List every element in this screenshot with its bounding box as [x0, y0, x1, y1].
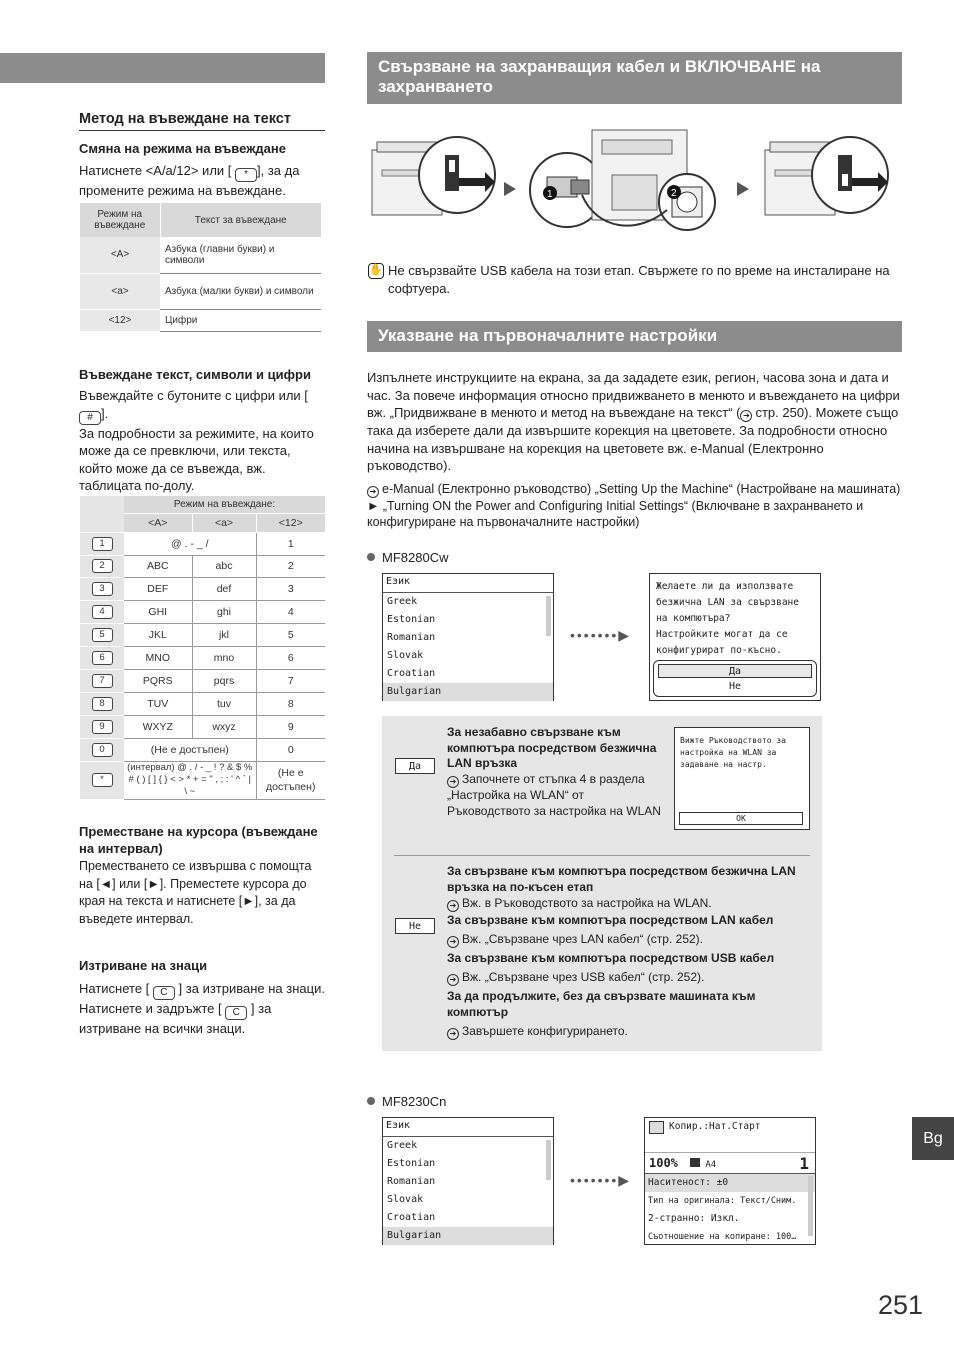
- chars-cell: TUV: [124, 692, 192, 715]
- copy-header-text: Копир.:Нат.Старт: [669, 1121, 761, 1132]
- language-item[interactable]: Romanian: [387, 632, 436, 643]
- chars-cell: 6: [256, 647, 325, 670]
- chars-col-header: <A>: [124, 513, 192, 532]
- number-key-icon: 2: [92, 559, 113, 573]
- language-item[interactable]: Croatian: [387, 1212, 436, 1223]
- mode-cell: <A>: [80, 237, 160, 273]
- left-header-bar: [0, 53, 325, 83]
- chars-cell: jkl: [192, 624, 256, 647]
- reference-arrow-icon: ➔: [447, 936, 459, 948]
- wlan-guide-screen: [674, 727, 810, 830]
- delete-title: Изтриване на знаци: [79, 958, 208, 973]
- no-option-title: За свързване към компютъра посредством безжична LAN връзка на по-късен етап: [447, 864, 796, 894]
- scrollbar[interactable]: [546, 596, 551, 636]
- copy-setting-row[interactable]: Тип на оригинала: Текст/Сним.: [648, 1196, 797, 1206]
- svg-text:2: 2: [671, 188, 677, 199]
- key-cell: [80, 647, 124, 670]
- key-cell: [80, 692, 124, 715]
- key-cell: [80, 532, 124, 555]
- mode-cell: Азбука (малки букви) и символи: [160, 273, 321, 309]
- number-key-icon: 5: [92, 628, 113, 642]
- number-key-icon: 0: [92, 743, 113, 757]
- clear-key-icon: C: [225, 1006, 247, 1020]
- chars-cell: mno: [192, 647, 256, 670]
- reference-arrow-icon: ➔: [740, 410, 752, 422]
- number-key-icon: 8: [92, 697, 113, 711]
- chars-row: [80, 578, 325, 601]
- chars-cell: (Не е достъпен): [124, 738, 256, 761]
- chars-cell: 4: [256, 601, 325, 624]
- model-mf8280cw: MF8280Cw: [367, 549, 448, 567]
- chars-row: [80, 647, 325, 670]
- no-option-ref: ➔ Вж. „Свързване чрез USB кабел“ (стр. 252).: [447, 969, 812, 986]
- chars-row: [80, 555, 325, 578]
- mode-cell: Цифри: [160, 309, 321, 331]
- yes-option[interactable]: Да: [658, 664, 812, 678]
- reference-arrow-icon: ➔: [367, 486, 379, 498]
- chars-cell: pqrs: [192, 669, 256, 692]
- key-cell: [80, 669, 124, 692]
- chars-cell: 7: [256, 669, 325, 692]
- yes-text: ➔ Започнете от стъпка 4 в раздела „Настройка на WLAN“ от Ръководството за настройка на WLAN: [447, 772, 661, 818]
- enter-text: Въвеждайте с бутоните с цифри или [ # ]. За подробности за режимите, на които може да се превключи, или текста, който може да се въвежда, вж. таблицата по-долу.: [79, 388, 314, 493]
- scrollbar[interactable]: [546, 1140, 551, 1180]
- copy-screen: [644, 1117, 816, 1245]
- chars-row: [80, 692, 325, 715]
- method-title: Метод на въвеждане на текст: [79, 111, 325, 131]
- model-mf8230cn: MF8230Cn: [367, 1093, 446, 1111]
- dotted-arrow-icon: •••••••▶: [570, 1172, 632, 1188]
- paper-size: A4: [705, 1160, 717, 1170]
- bullet-icon: [367, 1097, 375, 1105]
- mode-change-title: Смяна на режима на въвеждане: [79, 141, 286, 156]
- chars-cell: MNO: [124, 647, 192, 670]
- chars-cell: PQRS: [124, 669, 192, 692]
- no-option-title: За свързване към компютъра посредством LAN кабел: [447, 913, 774, 927]
- language-item[interactable]: Slovak: [387, 650, 424, 661]
- key-cell: [80, 715, 124, 738]
- ok-button[interactable]: OK: [679, 812, 803, 825]
- chars-cell: 1: [256, 532, 325, 555]
- copy-header: [645, 1118, 815, 1152]
- screen-line: конфигурират по-късно.: [656, 645, 782, 656]
- page-number: 251: [878, 1290, 924, 1320]
- svg-text:1: 1: [547, 189, 553, 200]
- reference-arrow-icon: ➔: [447, 974, 459, 986]
- chars-cell: tuv: [192, 692, 256, 715]
- screen-title: Език: [383, 1118, 553, 1137]
- mode-cell: <12>: [80, 309, 160, 331]
- tray-icon: [690, 1158, 700, 1167]
- reference-arrow-icon: ➔: [447, 900, 459, 912]
- language-item[interactable]: Estonian: [387, 1158, 436, 1169]
- number-key-icon: 3: [92, 582, 113, 596]
- reference-arrow-icon: ➔: [447, 1028, 459, 1040]
- power-illustration: [367, 120, 902, 245]
- initial-title: Указване на първоначалните настройки: [367, 321, 902, 352]
- screen-line: на компютъра?: [656, 613, 731, 624]
- wlan-question-screen: [649, 573, 821, 701]
- cursor-title: Преместване на курсора (въвеждане на интервал): [79, 824, 318, 856]
- number-key-icon: 9: [92, 720, 113, 734]
- number-key-icon: 4: [92, 605, 113, 619]
- no-option-title: За свързване към компютъра посредством USB кабел: [447, 951, 775, 965]
- hash-key-icon: #: [79, 411, 101, 425]
- chars-row: [80, 738, 325, 761]
- screen-line: безжична LAN за свързване: [656, 597, 799, 608]
- copy-icon: [649, 1121, 664, 1134]
- mode-table: [80, 203, 321, 332]
- key-cell: [80, 601, 124, 624]
- reference-arrow-icon: ➔: [447, 776, 459, 788]
- chars-cell: ghi: [192, 601, 256, 624]
- zoom-value: 100%: [649, 1156, 678, 1170]
- power-cable-icon: [530, 130, 715, 230]
- language-tab: Bg: [912, 1117, 954, 1160]
- language-item[interactable]: Bulgarian: [383, 1227, 553, 1245]
- delete-text: Натиснете [ C ] за изтриване на знаци. Натиснете и задръжте [ C ] за изтриване на всички знаци.: [79, 981, 325, 1036]
- scrollbar[interactable]: [808, 1176, 813, 1236]
- chars-cell: abc: [192, 555, 256, 578]
- key-cell: [80, 761, 124, 799]
- chars-cell: 8: [256, 692, 325, 715]
- copy-count: 1: [799, 1154, 809, 1173]
- chars-group-header: Режим на въвеждане:: [124, 496, 325, 513]
- language-item[interactable]: Bulgarian: [383, 683, 553, 701]
- chars-cell: DEF: [124, 578, 192, 601]
- chars-table: [80, 496, 325, 800]
- no-option[interactable]: Не: [658, 680, 812, 694]
- chars-cell: ABC: [124, 555, 192, 578]
- screen-text: Вижте Ръководството за настройка на WLAN за задаване на настр.: [680, 736, 786, 769]
- number-key-icon: 1: [92, 537, 113, 551]
- chars-row: [80, 532, 325, 555]
- printer-icon: [372, 137, 495, 215]
- chars-row: [80, 761, 325, 799]
- usb-note: Не свързвайте USB кабела на този етап. Свържете го по време на инсталиране на софтуера.: [388, 263, 890, 296]
- mode-change-text: Натиснете <A/a/12> или [ * ], за да промените режима на въвеждане.: [79, 163, 300, 198]
- language-item[interactable]: Slovak: [387, 1194, 424, 1205]
- number-key-icon: *: [92, 773, 113, 787]
- yes-button[interactable]: Да: [395, 758, 435, 774]
- bullet-icon: [367, 553, 375, 561]
- no-options: [447, 863, 812, 1040]
- number-key-icon: 6: [92, 651, 113, 665]
- chars-cell: 0: [256, 738, 325, 761]
- enter-title: Въвеждане текст, символи и цифри: [79, 367, 311, 382]
- printer-on-icon: [765, 137, 888, 215]
- dotted-arrow-icon: •••••••▶: [570, 627, 632, 643]
- chars-col-header: <12>: [256, 513, 325, 532]
- mode-cell: <a>: [80, 273, 160, 309]
- screen-line: Желаете ли да използвате: [656, 581, 794, 592]
- copy-status: [645, 1152, 815, 1174]
- chars-cell: 5: [256, 624, 325, 647]
- chars-cell: def: [192, 578, 256, 601]
- hand-warning-icon: ✋: [368, 263, 384, 279]
- copy-setting-row[interactable]: Наситеност: ±0: [645, 1174, 815, 1192]
- chars-row: [80, 669, 325, 692]
- chars-cell: wxyz: [192, 715, 256, 738]
- language-screen: [382, 573, 554, 701]
- cursor-text: Преместването се извършва с помощта на [◄] или [►]. Преместете курсора до края на текста и натиснете [►], за да въведете интервал.: [79, 859, 312, 926]
- language-item[interactable]: Estonian: [387, 614, 436, 625]
- key-cell: [80, 555, 124, 578]
- no-option-title: За да продължите, без да свързвате машината към компютър: [447, 989, 756, 1019]
- language-item[interactable]: Croatian: [387, 668, 436, 679]
- chars-row: [80, 624, 325, 647]
- copy-setting-row[interactable]: Съотношение на копиране: 100…: [648, 1232, 797, 1242]
- screen-line: Настройките могат да се: [656, 629, 788, 640]
- chars-cell: 3: [256, 578, 325, 601]
- connect-title: Свързване на захранващия кабел и ВКЛЮЧВАНЕ на захранването: [367, 52, 902, 104]
- arrow-right-icon: [504, 182, 516, 196]
- manual-ref: ➔ e-Manual (Електронно ръководство) „Setting Up the Machine“ (Настройване на машината) ► „Turning ON the Power and Configuring Initial Settings“ (Включване в захранването и конфигуриране на първоначалните настройки): [367, 482, 901, 529]
- mode-cell: Азбука (главни букви) и символи: [160, 237, 321, 273]
- chars-row: [80, 601, 325, 624]
- asterisk-key-icon: *: [235, 168, 257, 182]
- no-option-ref: ➔ Вж. в Ръководството за настройка на WLAN.: [447, 895, 812, 912]
- number-key-icon: 7: [92, 674, 113, 688]
- key-cell: [80, 624, 124, 647]
- chars-cell: WXYZ: [124, 715, 192, 738]
- clear-key-icon: C: [153, 986, 175, 1000]
- no-option-ref: ➔ Завършете конфигурирането.: [447, 1023, 812, 1040]
- key-cell: [80, 578, 124, 601]
- chars-cell: GHI: [124, 601, 192, 624]
- language-screen: [382, 1117, 554, 1245]
- screen-title: Език: [383, 574, 553, 593]
- arrow-right-icon: [737, 182, 749, 196]
- chars-cell: (Не е достъпен): [256, 761, 325, 799]
- no-button[interactable]: Не: [395, 918, 435, 934]
- mode-table-header: Текст за въвеждане: [160, 203, 321, 237]
- chars-cell: 2: [256, 555, 325, 578]
- chars-cell: 9: [256, 715, 325, 738]
- chars-cell: @ . - _ /: [124, 532, 256, 555]
- language-item[interactable]: Greek: [387, 596, 418, 607]
- initial-text: Изпълнете инструкциите на екрана, за да зададете език, регион, часова зона и дата и час. За повече информация относно придвижването в менюто и въвеждането на цифри вж. „Придвижване в менюто и метод на въвеждане на текст“ ( ➔ стр. 250). Можете също така да изберете дали да извършите корекция на цветовете. За подробности относно начина на извършване на корекция на цветовете вж. e-Manual (Електронно ръководство).: [367, 370, 900, 473]
- divider: [394, 855, 810, 856]
- chars-cell: (интервал) @ . / - _ ! ? & $ % # ( ) [ ] { } < > * + = " , ; : ' ^ ` | \ ~: [124, 761, 256, 799]
- language-item[interactable]: Romanian: [387, 1176, 436, 1187]
- language-item[interactable]: Greek: [387, 1140, 418, 1151]
- copy-setting-row[interactable]: 2-странно: Изкл.: [648, 1213, 740, 1224]
- chars-col-header: <a>: [192, 513, 256, 532]
- no-option-ref: ➔ Вж. „Свързване чрез LAN кабел“ (стр. 252).: [447, 931, 812, 948]
- yes-title: За незабавно свързване към компютъра посредством безжична LAN връзка: [447, 725, 657, 770]
- key-cell: [80, 738, 124, 761]
- chars-cell: JKL: [124, 624, 192, 647]
- mode-table-header: Режим на въвеждане: [80, 203, 160, 237]
- chars-row: [80, 715, 325, 738]
